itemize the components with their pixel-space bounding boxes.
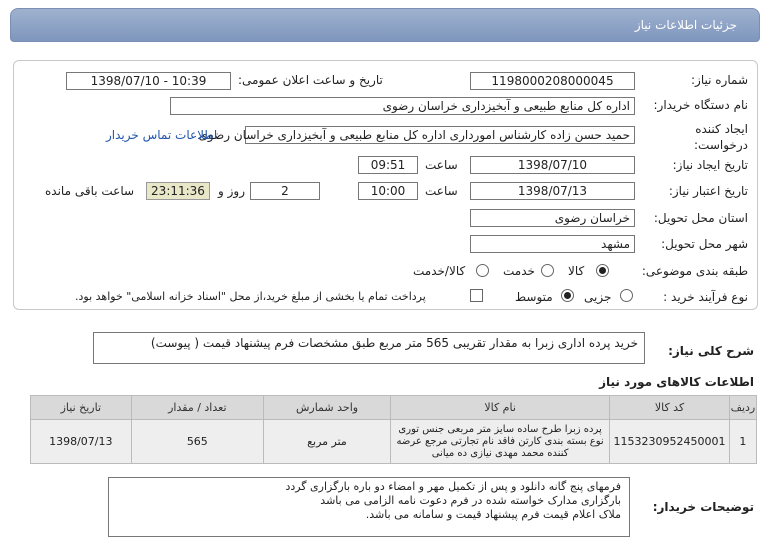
province-label: استان محل تحویل: <box>653 211 748 225</box>
province-field[interactable]: خراسان رضوی <box>470 209 635 227</box>
buyer-label: نام دستگاه خریدار: <box>653 98 748 112</box>
process-partial-label: جزیی <box>584 290 612 304</box>
valid-time-label: ساعت <box>425 184 458 198</box>
remaining-time-label: ساعت باقی مانده <box>45 184 135 198</box>
valid-date-field[interactable]: 1398/07/13 <box>470 182 635 200</box>
col-unit: واحد شمارش <box>263 396 390 420</box>
announce-label: تاریخ و ساعت اعلان عمومی: <box>238 73 383 87</box>
col-name: نام کالا <box>391 396 610 420</box>
goods-table-header <box>31 396 757 420</box>
goods-table <box>30 395 757 464</box>
cell-row: 1 <box>729 420 756 464</box>
create-time-label: ساعت <box>425 158 458 172</box>
col-code: کد کالا <box>610 396 730 420</box>
treasury-payment-note: پرداخت تمام یا بخشی از مبلغ خرید،از محل "اسناد خزانه اسلامی" خواهد بود. <box>75 290 426 303</box>
category-service-label: خدمت <box>503 264 535 278</box>
need-number-label: شماره نیاز: <box>691 73 748 87</box>
announce-field[interactable]: 1398/07/10 - 10:39 <box>66 72 231 90</box>
notes-box[interactable] <box>108 477 630 537</box>
category-goods-service-radio[interactable] <box>476 264 489 277</box>
cell-date: 1398/07/13 <box>31 420 132 464</box>
page-title: جزئیات اطلاعات نیاز <box>634 18 737 32</box>
buyer-field[interactable]: اداره کل منابع طبیعی و آبخیزداری خراسان رضوی <box>170 97 635 115</box>
notes-line: بارگزاری مدارک خواسته شده در فرم دعوت نامه الزامی می باشد <box>320 494 621 507</box>
category-goods-label: کالا <box>568 264 585 278</box>
city-field[interactable]: مشهد <box>470 235 635 253</box>
notes-line: فرمهای پنج گانه دانلود و پس از تکمیل مهر و امضاء دو باره بارگزاری گردد <box>285 480 621 493</box>
summary-label: شرح کلی نیاز: <box>668 344 754 358</box>
days-label: روز و <box>218 184 245 198</box>
cell-name: پرده زبرا طرح ساده سایز متر مربعی جنس توری نوع بسته بندی کارتن فاقد نام تجارتی مرجع عرضه کننده محمد مهدی نیازی ده میانی <box>391 420 610 464</box>
buyer-contact-link[interactable]: اطلاعات تماس خریدار <box>106 128 218 142</box>
creator-label-line1: ایجاد کننده <box>695 122 748 136</box>
col-date: تاریخ نیاز <box>31 396 132 420</box>
category-goods-radio[interactable] <box>596 264 609 277</box>
category-service-radio[interactable] <box>541 264 554 277</box>
col-qty: تعداد / مقدار <box>131 396 263 420</box>
process-medium-radio[interactable] <box>561 289 574 302</box>
create-time-field[interactable]: 09:51 <box>358 156 418 174</box>
page-header <box>10 8 760 42</box>
days-remaining-field[interactable]: 2 <box>250 182 320 200</box>
cell-qty: 565 <box>131 420 263 464</box>
valid-time-field[interactable]: 10:00 <box>358 182 418 200</box>
create-date-label: تاریخ ایجاد نیاز: <box>672 158 748 172</box>
col-row: ردیف <box>729 396 756 420</box>
create-date-field[interactable]: 1398/07/10 <box>470 156 635 174</box>
treasury-payment-checkbox[interactable] <box>470 289 483 302</box>
goods-section-title: اطلاعات کالاهای مورد نیاز <box>599 375 754 389</box>
process-partial-radio[interactable] <box>620 289 633 302</box>
city-label: شهر محل تحویل: <box>661 237 748 251</box>
category-label: طبقه بندی موضوعی: <box>641 264 748 278</box>
summary-field[interactable]: خرید پرده اداری زبرا به مقدار تقریبی 565 متر مربع طبق مشخصات فرم پیشنهاد قیمت ( پیوست) <box>93 332 645 364</box>
process-label: نوع فرآیند خرید : <box>663 290 748 304</box>
cell-code: 1153230952450001 <box>610 420 730 464</box>
need-number-field[interactable]: 1198000208000045 <box>470 72 635 90</box>
creator-field[interactable]: حمید حسن زاده کارشناس امورداری اداره کل منابع طبیعی و آبخیزداری خراسان رضوی <box>245 126 635 144</box>
table-row[interactable] <box>31 420 757 464</box>
notes-line: ملاک اعلام قیمت فرم پیشنهاد قیمت و سامانه می باشد. <box>365 508 621 521</box>
valid-date-label: تاریخ اعتبار نیاز: <box>668 184 748 198</box>
cell-unit: متر مربع <box>263 420 390 464</box>
category-goods-service-label: کالا/خدمت <box>413 264 466 278</box>
remaining-time-badge: 23:11:36 <box>146 182 210 200</box>
process-medium-label: متوسط <box>515 290 553 304</box>
creator-label-line2: درخواست: <box>694 138 748 152</box>
notes-label: توضیحات خریدار: <box>652 500 754 514</box>
